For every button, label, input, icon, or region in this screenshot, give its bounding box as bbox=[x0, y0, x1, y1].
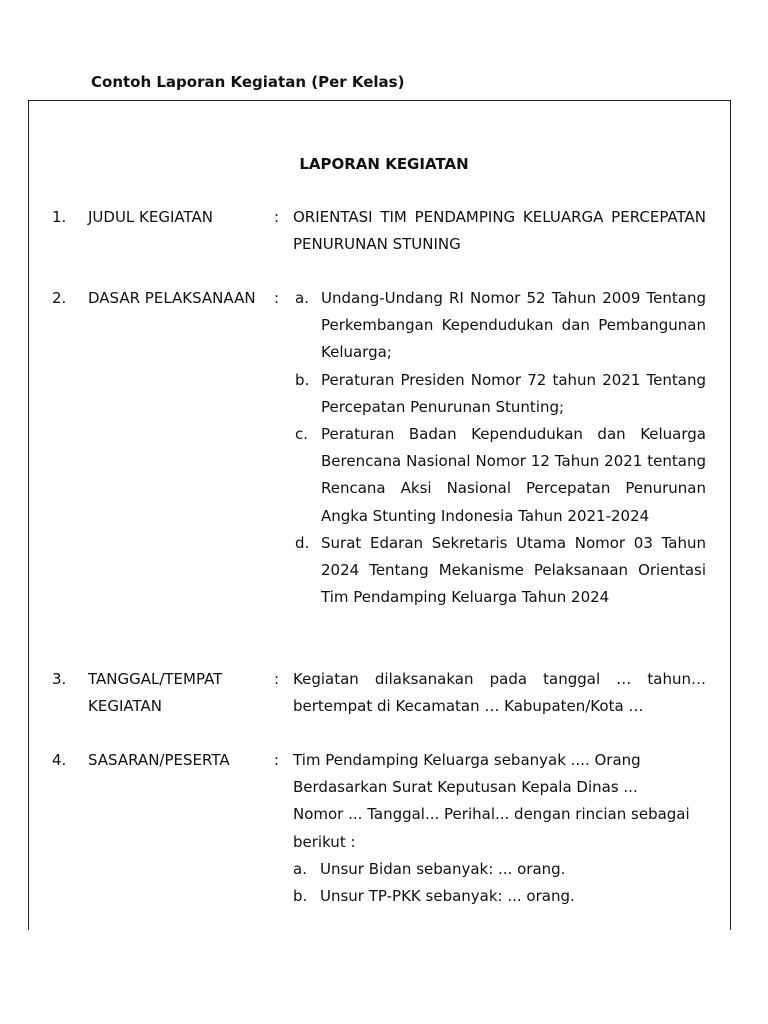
content-line: Tim Pendamping Keluarga sebanyak .... Orang bbox=[293, 751, 641, 769]
section-label bbox=[88, 666, 268, 720]
list-item-text: Undang-Undang RI Nomor 52 Tahun 2009 Tentang Perkembangan Kependudukan dan Pembangunan Keluarga; bbox=[321, 289, 706, 362]
list-marker: d. bbox=[295, 533, 310, 552]
content-line: Nomor ... Tanggal... Perihal... dengan rincian sebagai bbox=[293, 805, 690, 824]
list-item bbox=[293, 856, 706, 883]
list-item bbox=[293, 285, 706, 367]
section-label-line: TANGGAL/TEMPAT bbox=[88, 670, 223, 688]
section-content: ORIENTASI TIM PENDAMPING KELUARGA PERCEPATAN PENURUNAN STUNING bbox=[293, 208, 706, 254]
section-label: DASAR PELAKSANAAN bbox=[88, 289, 256, 307]
content-line: Berdasarkan Surat Keputusan Kepala Dinas ... bbox=[293, 778, 638, 797]
list-marker: b. bbox=[295, 370, 310, 389]
list-marker: a. bbox=[293, 859, 307, 878]
section-label-line: KEGIATAN bbox=[88, 697, 162, 716]
list-item bbox=[293, 883, 706, 910]
separator-colon: : bbox=[274, 289, 280, 307]
list-marker: c. bbox=[295, 425, 309, 444]
list-marker: a. bbox=[295, 289, 309, 307]
section-number: 3. bbox=[52, 670, 67, 688]
section-label: JUDUL KEGIATAN bbox=[88, 208, 213, 226]
section-number: 1. bbox=[52, 208, 67, 226]
section-number: 4. bbox=[52, 751, 67, 769]
list-item-text: Surat Edaran Sekretaris Utama Nomor 03 Tahun 2024 Tentang Mekanisme Pelaksanaan Orientasi Tim Pendamping Keluarga Tahun 2024 bbox=[321, 533, 706, 607]
content-line: bertempat di Kecamatan … Kabupaten/Kota … bbox=[293, 697, 644, 716]
list-item bbox=[293, 367, 706, 421]
list-marker: b. bbox=[293, 887, 308, 906]
section-label: SASARAN/PESERTA bbox=[88, 751, 230, 769]
content-line: berikut : bbox=[293, 832, 356, 851]
list-item-text: Peraturan Badan Kependudukan dan Keluarga Berencana Nasional Nomor 12 Tahun 2021 tentang Rencana Aksi Nasional Percepatan Penurunan Angka Stunting Indonesia Tahun 2021-2024 bbox=[321, 425, 706, 525]
separator-colon: : bbox=[274, 208, 280, 226]
section-number: 2. bbox=[52, 289, 67, 307]
document-title: Contoh Laporan Kegiatan (Per Kelas) bbox=[91, 73, 405, 91]
list-item bbox=[293, 530, 706, 612]
list-item-text: Unsur TP-PKK sebanyak: ... orang. bbox=[320, 887, 575, 906]
legal-basis-list bbox=[293, 285, 706, 611]
list-item bbox=[293, 421, 706, 530]
list-item-text: Unsur Bidan sebanyak: ... orang. bbox=[320, 859, 566, 878]
content-line: Kegiatan dilaksanakan pada tanggal … tahun… bbox=[293, 670, 706, 688]
report-heading: LAPORAN KEGIATAN bbox=[299, 155, 469, 173]
section-content bbox=[293, 747, 706, 910]
separator-colon: : bbox=[274, 751, 280, 769]
list-item-text: Peraturan Presiden Nomor 72 tahun 2021 Tentang Percepatan Penurunan Stunting; bbox=[321, 370, 706, 416]
separator-colon: : bbox=[274, 670, 280, 688]
section-content bbox=[293, 666, 706, 720]
